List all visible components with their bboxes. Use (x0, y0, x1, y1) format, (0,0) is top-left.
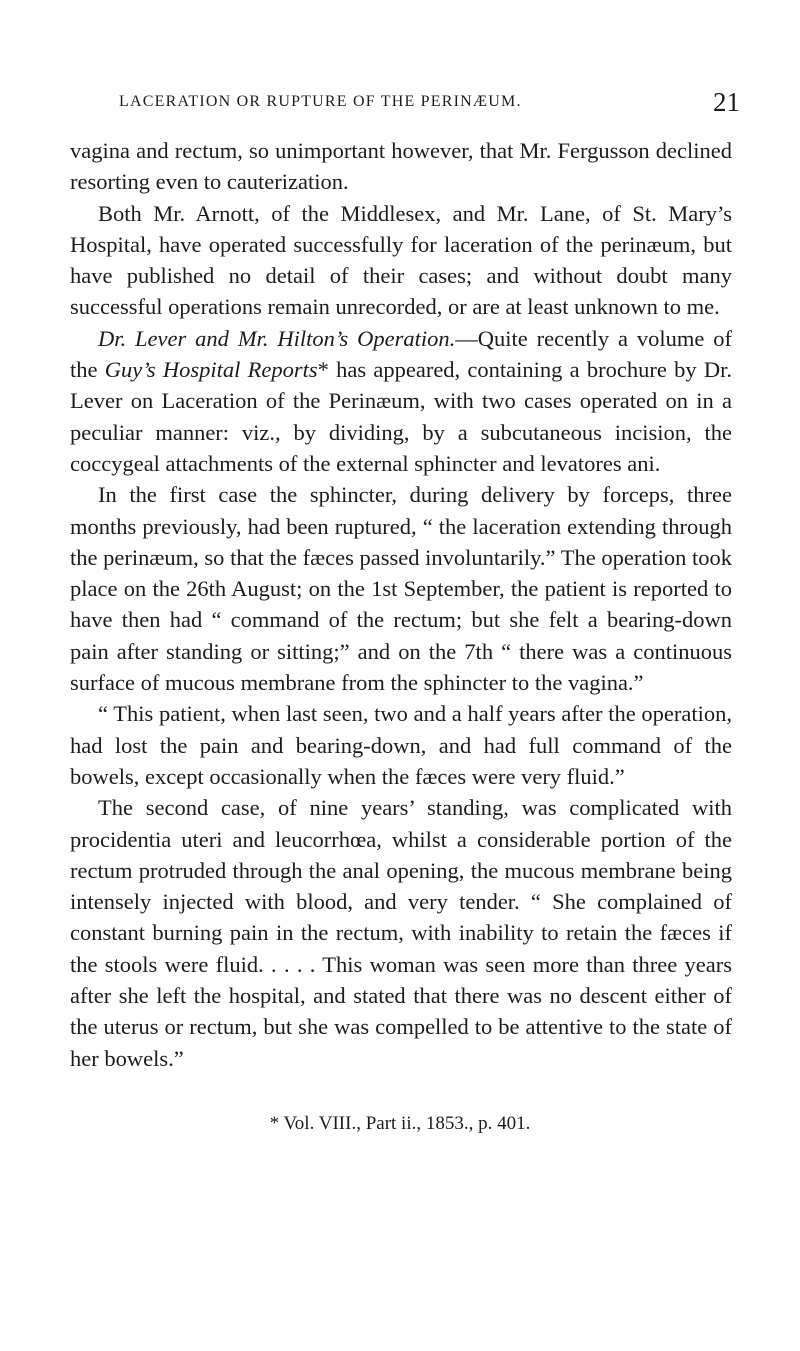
footnote: * Vol. VIII., Part ii., 1853., p. 401. (269, 1113, 531, 1134)
paragraph-5: “ This patient, when last seen, two and a half years after the operation, had lost the pain and bearing-down, and had full command of the bowels, except occasionally when the fæces were very fluid.” (70, 701, 732, 789)
journal-title: Guy’s Hospital Reports (104, 357, 318, 383)
paragraph-6: The second case, of nine years’ standing, was complicated with procidentia uteri and leucorrhœa, whilst a considerable portion of the rectum protruded through the anal opening, the mucous membrane being intensely injected with blood, and very tender. “ She complained of constant burning pain in the rectum, with inability to retain the fæces if the stools were fluid. . . . . This woman was seen more than three years after she left the hospital, and stated that there was no descent either of the uterus or rectum, but she was compelled to be attentive to the state of her bowels.” (70, 795, 732, 1071)
paragraph-3 (70, 323, 732, 479)
footnote-mark: * (317, 357, 329, 383)
paragraph-2: Both Mr. Arnott, of the Middlesex, and Mr. Lane, of St. Mary’s Hospital, have operated successfully for laceration of the perinæum, but have published no detail of their cases; and without doubt many successful operations remain unrecorded, or are at least unknown to me. (70, 200, 732, 320)
paragraph-3-text-b: has appeared, containing a brochure by Dr. Lever on Laceration of the Perinæum, with two cases operated on in a peculiar manner: viz., by dividing, by a subcutaneous incision, the coccygeal attachments of the external sphincter and levatores ani. (70, 357, 732, 476)
body-text (70, 135, 732, 1074)
paragraph-1: vagina and rectum, so unimportant however, that Mr. Fergusson declined resorting even to cauterization. (70, 138, 732, 195)
running-head: LACERATION OR RUPTURE OF THE PERINÆUM. (119, 93, 522, 110)
page-number: 21 (713, 87, 740, 117)
page-header (0, 87, 800, 121)
section-heading: Dr. Lever and Mr. Hilton’s Operation. (98, 325, 456, 351)
paragraph-4: In the first case the sphincter, during delivery by forceps, three months previously, had been ruptured, “ the laceration extending through the perinæum, so that the fæces passed involuntarily.” The operation took place on the 26th August; on the 1st September, the patient is reported to have then had “ command of the rectum; but she felt a bearing-down pain after standing or sitting;” and on the 7th “ there was a continuous surface of mucous membrane from the sphincter to the vagina.” (70, 482, 732, 696)
paragraph-3-text-a: —Quite recently a volume of the (70, 325, 732, 383)
